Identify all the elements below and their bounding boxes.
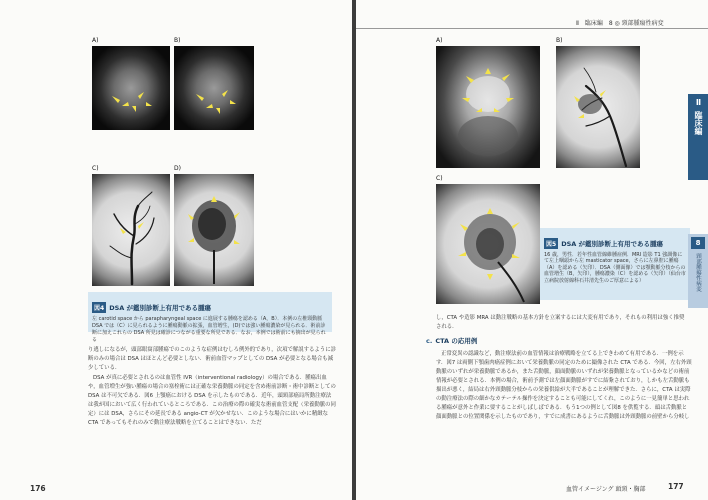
- figure-title: DSA が鑑別診断上有用である腫瘍: [109, 304, 212, 312]
- panel-label-c: C): [92, 165, 99, 172]
- tumor-stain-drawing: [436, 184, 540, 304]
- dsa-image-d: [174, 174, 254, 286]
- paragraph: 正常変異の認識など，動注療法前の血管情報は治療戦略を立てる上できわめて有用である．一例を示す．図7 は両側下顎歯肉癌症例において栄養動脈の同定のために撮像された CTA である．今回，左右外頸動脈のいずれが栄養動脈であるか，また舌動脈，顔面動脈のいずれが栄養動脈となっているかなどの術前情報が必要とされる．本例の場合，術前予測では左顔面動脈がすでに結紮されており，しかも左舌動脈も描出が悪く，結局は右外頸動脈分枝からの栄養供給が大半であることが理解できた．さらに，CTA は実際の動注療法の際の細かなカテーテル操作を決定することも可能にしてくれ，このように一見簡単と思われる腫瘍が意外と作業に要することがしばしばである．もう1つの例として図8 を供覧する．頭は舌動脈と顔面動脈との位置関係を示したものであり，すでに成書にあるように舌動脈は外頸動脈の前壁から分岐し: [436, 351, 692, 420]
- page-number-right: 177: [668, 482, 684, 491]
- chapter-roman: Ⅱ: [694, 98, 703, 107]
- right-page: [356, 0, 708, 500]
- paragraph: し，CTA や造影 MRA は動注戦略の基本方針を立案するには大変有用であり，それもの利用は強く推奨される．: [436, 315, 685, 330]
- figure-5-caption: [540, 228, 690, 300]
- dsa-image-c: [436, 184, 540, 304]
- arrow-markers: [174, 46, 254, 130]
- page-number-left: 176: [30, 484, 46, 493]
- mri-image-a: [436, 46, 540, 168]
- figure-title: DSA が鑑別診断上有用である腫瘍: [561, 240, 664, 248]
- figure-tag: 図5: [544, 238, 558, 249]
- running-header: [576, 18, 664, 27]
- section-label: 頸部腫瘍性病変: [695, 253, 701, 292]
- mri-image-a: [92, 46, 170, 130]
- header-section: 臨床編: [584, 20, 603, 27]
- intro-text: [436, 314, 688, 333]
- figure-caption-text: 16 歳，男性．若年性血管線維腫症例．MRI 造影 T1 強調像にて左上咽頭から左 masticator space，さらに左鼻腔に腫瘍（A）を認める（矢印）．DSA（側面像）では顎動脈分枝からの血管増生（B，矢印），腫瘍濃染（C）を認める（矢印）（仙台市立病院放射線科石井清先生のご厚意による）: [544, 252, 686, 284]
- panel-label-d: D): [174, 165, 181, 172]
- dsa-image-b: [556, 46, 640, 168]
- arrow-markers: [436, 46, 540, 168]
- chapter-label: 臨床編: [694, 111, 703, 135]
- paragraph: DSA が真に必要とされるのは血管性 IVR（interventional radiology）の場合である．腫瘍出血や，血管増生が強い腫瘍の場合の塞栓術には正確な栄養動脈の同定を含め術前診断・術中診断としての DSA は不可欠である．図6 上顎癌における DSA を示したものである．近年，頭頸部癌局所動注療法は我が国において広く行われているところである．この治療の際の確実な術前血管支配（栄養動脈の同定）には DSA，さらにその延長である angio-CT が欠かせない．このような場合にはいかに精緻な CTA であってもそれのみで動注療法戦略を立てることはできない．ただ: [88, 375, 336, 426]
- header-rule: [356, 28, 708, 29]
- left-body-text: [88, 346, 336, 429]
- left-page: [0, 0, 352, 500]
- tumor-stain-drawing: [174, 174, 254, 286]
- chapter-side-tab: [688, 94, 708, 180]
- section-title: CTA の応用例: [435, 337, 478, 345]
- figure-4-caption: [88, 292, 332, 343]
- header-subsection: 8 ◎ 頸部腫瘍性病変: [608, 20, 664, 27]
- vessel-drawing: [556, 46, 640, 168]
- panel-label-b: B): [174, 37, 181, 44]
- header-chapter: Ⅱ: [576, 20, 579, 27]
- figure-caption-text: 左 carotid space から parapharyngeal space に進展する腫瘍を認める（A，B）．本例の左椎頸動脈 DSA では（C）に見られるように腫瘍動脈の拡張，血管増生，(D)では強い腫瘍濃染が見られる．術前診断に加えこれらの DSA 所見は確診につながる重要な所見である．なお，本例では術前にも摘出が見られる: [92, 316, 326, 343]
- dsa-image-c: [92, 174, 170, 286]
- panel-label-a: A): [92, 37, 99, 44]
- paragraph: り逃しになるが，頭部眼窩部腫瘍でのこのような症例はむしろ例外的であり，次項で解説するように診断のみの場合は DSA はほとんど必要としない．術前血管マップとしての DSA が必要となる場合も減少している．: [88, 347, 336, 371]
- section-letter: c.: [426, 337, 433, 345]
- section-number: 8: [691, 237, 705, 249]
- panel-label-c: C): [436, 175, 443, 182]
- arrow-markers: [92, 46, 170, 130]
- panel-label-b: B): [556, 37, 563, 44]
- mri-image-b: [174, 46, 254, 130]
- panel-label-a: A): [436, 37, 443, 44]
- footer-book-title: 血管イメージング 頭頸・胸部: [566, 486, 646, 493]
- section-heading: [426, 336, 477, 345]
- vessel-drawing: [92, 174, 170, 286]
- section-side-tab: [688, 234, 708, 308]
- figure-tag: 図4: [92, 302, 106, 313]
- right-body-text: [436, 350, 692, 423]
